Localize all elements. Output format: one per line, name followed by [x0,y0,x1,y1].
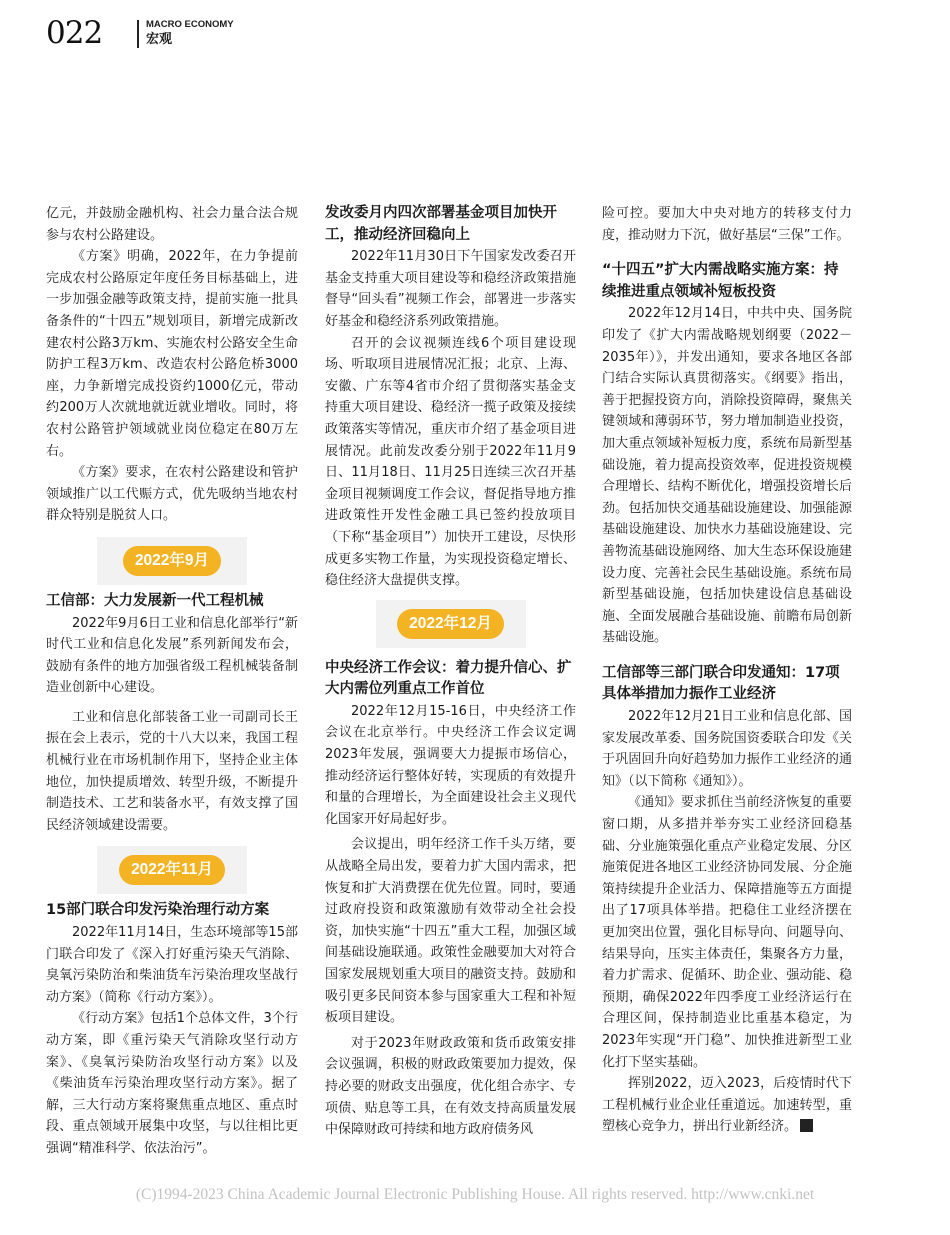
header-divider [137,20,139,48]
paragraph: 工业和信息化部装备工业一司副司长王振在会上表示，党的十八大以来，我国工程机械行业在市场机制作用下，坚持企业主体地位，加快提质增效、转型升级，不断提升制造技术、工艺和装备水平，有效支撑了国民经济领域建设需要。 [46,709,298,833]
paragraph: 《通知》要求抓住当前经济恢复的重要窗口期，从多措并举夯实工业经济回稳基础、分业施策强化重点产业稳定发展、分区施策促进各地区工业经济协同发展、分企施策持续提升企业活力、保障措施等五方面提出了17项具体举措。把稳住工业经济摆在更加突出位置，强化目标导向、问题导向、结果导向，压实主体责任，集聚各方力量，着力扩需求、促循环、助企业、强动能、稳预期，确保2022年四季度工业经济运行在合理区间，保持制造业比重基本稳定，为2023年实现“开门稳”、加快推进新型工业化打下坚实基础。 [602,795,852,1070]
article-heading: 中央经济工作会议：着力提升信心、扩大内需位列重点工作首位 [325,659,572,698]
section-title-cn: 宏观 [146,32,173,47]
column-3 [602,203,852,1138]
month-badge: 2022年9月 [123,546,221,576]
paragraph: 亿元，并鼓励金融机构、社会力量合法合规参与农村公路建设。 [46,206,298,243]
article-heading: 发改委月内四次部署基金项目加快开工，推动经济回稳向上 [325,205,557,243]
end-mark-icon [800,1119,813,1132]
column-2 [325,203,576,1141]
paragraph: 2022年11月30日下午国家发改委召开基金支持重大项目建设等和稳经济政策措施督导“回头看”视频工作会，部署进一步落实好基金和稳经济系列政策措施。 [325,249,576,329]
article-heading: 工信部等三部门联合印发通知：17项具体举措加力振作工业经济 [602,664,840,703]
section-title-en: MACRO ECONOMY [146,19,234,30]
article-heading: “十四五”扩大内需战略实施方案：持续推进重点领域补短板投资 [602,262,839,300]
paragraph: 《行动方案》包括1个总体文件，3个行动方案，即《重污染天气消除攻坚行动方案》、《臭氧污染防治攻坚行动方案》以及《柴油货车污染治理攻坚行动方案》。据了解，三大行动方案将聚焦重点地区、重点时段、重点领域开展集中攻坚，与以往相比更强调“精准科学、依法治污”。 [46,1011,298,1156]
paragraph: 对于2023年财政政策和货币政策安排会议强调，积极的财政政策要加力提效，保持必要的财政支出强度，优化组合赤字、专项债、贴息等工具，在有效支持高质量发展中保障财政可持续和地方政府债务风 [325,1035,576,1138]
paragraph: 2022年12月21日工业和信息化部、国家发展改革委、国务院国资委联合印发《关于巩固回升向好趋势加力振作工业经济的通知》（以下简称《通知》）。 [602,709,852,789]
paragraph: 《方案》要求，在农村公路建设和管护领域推广以工代赈方式，优先吸纳当地农村群众特别是脱贫人口。 [46,465,298,524]
paragraph: 会议提出，明年经济工作千头万绪，要从战略全局出发，要着力扩大国内需求，把恢复和扩大消费摆在优先位置。同时，要通过政府投资和政策激励有效带动全社会投资，加快实施“十四五”重大工程，加强区域间基础设施联通。政策性金融要加大对符合国家发展规划重大项目的融资支持。鼓励和吸引更多民间资本参与国家重大工程和补短板项目建设。 [325,837,576,1026]
closing-text: 挥别2022，迈入2023，后疫情时代下工程机械行业企业任重道远。加速转型，重塑核心竞争力，拼出行业新经济。 [602,1076,852,1135]
paragraph: 险可控。要加大中央对地方的转移支付力度，推动财力下沉，做好基层“三保”工作。 [602,206,852,243]
paragraph: 召开的会议视频连线6个项目建设现场、听取项目进展情况汇报；北京、上海、安徽、广东等4省市介绍了贯彻落实基金支持重大项目建设、稳经济一揽子政策及接续政策落实等情况，重庆市介绍了基金项目进展情况。此前发改委分别于2022年11月9日、11月18日、11月25日连续三次召开基金项目视频调度工作会议，督促指导地方推进政策性开发性金融工具已签约投放项目（下称“基金项目”）加快开工建设，尽快形成更多实物工作量，为实现投资稳定增长、稳住经济大盘提供支撑。 [325,335,576,589]
month-separator [325,596,576,652]
paragraph: 2022年9月6日工业和信息化部举行“新时代工业和信息化发展”系列新闻发布会，鼓励有条件的地方加强省级工程机械装备制造业创新中心建设。 [46,615,298,696]
paragraph: 《方案》明确，2022年，在力争提前完成农村公路原定年度任务目标基础上，进一步加强金融等政策支持，提前实施一批具备条件的“十四五”规划项目，新增完成新改建农村公路3万km、实施农村公路安全生命防护工程3万km、改造农村公路危桥3000座，力争新增完成投资约1000亿元，带动约200万人次就地就近就业增收。同时，将农村公路管护领域就业岗位稳定在80万左右。 [46,249,298,459]
article-heading: 工信部：大力发展新一代工程机械 [46,592,264,609]
month-separator [46,533,298,589]
column-1 [46,203,298,1160]
paragraph: 2022年12月14日，中共中央、国务院印发了《扩大内需战略规划纲要（2022－2035年）》，并发出通知，要求各地区各部门结合实际认真贯彻落实。《纲要》指出，善于把握投资方向，消除投资障碍，聚焦关键领域和薄弱环节，努力增加制造业投资，加大重点领域补短板力度，系统布局新型基础设施，着力提高投资效率，促进投资规模合理增长、结构不断优化，增强投资增长后劲。包括加快交通基础设施建设、加强能源基础设施建设、加快水力基础设施建设、完善物流基础设施网络、加大生态环保设施建设力度、完善社会民生基础设施。系统布局新型基础设施，包括加快建设信息基础设施、全面发展融合基础设施、前瞻布局创新基础设施。 [602,306,852,646]
paragraph: 2022年12月15-16日，中央经济工作会议在北京举行。中央经济工作会议定调2023年发展，强调要大力提振市场信心，推动经济运行整体好转，实现质的有效提升和量的合理增长，为全面建设社会主义现代化国家开好局起好步。 [325,703,576,827]
page-number: 022 [46,15,103,51]
copyright-footer: (C)1994-2023 China Academic Journal Electronic Publishing House. All rights reserved. http://www.cnki.net [135,1186,815,1203]
month-badge: 2022年12月 [397,609,504,639]
paragraph [602,1073,852,1138]
month-separator [46,842,298,898]
paragraph: 2022年11月14日，生态环境部等15部门联合印发了《深入打好重污染天气消除、臭氧污染防治和柴油货车污染治理攻坚战行动方案》（简称《行动方案》）。 [46,925,298,1005]
month-badge: 2022年11月 [119,855,225,885]
article-heading: 15部门联合印发污染治理行动方案 [46,902,270,919]
